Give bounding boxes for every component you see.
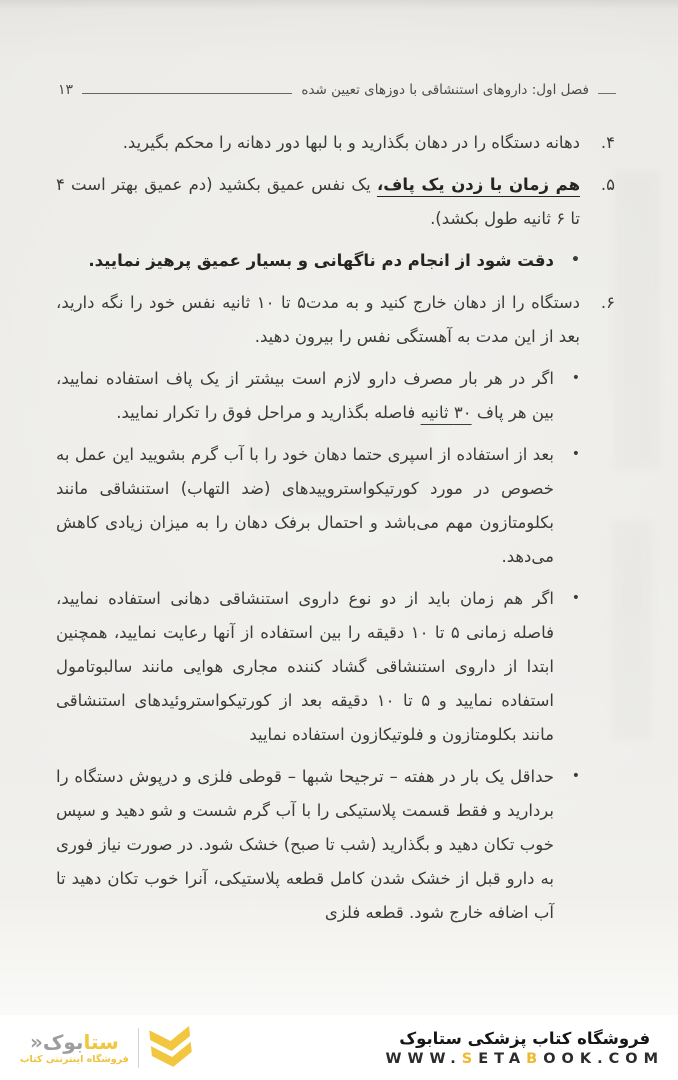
store-name: فروشگاه کتاب پزشکی ستابوک — [399, 1028, 651, 1048]
website-url — [385, 1051, 664, 1067]
bullet-text: اگر هم زمان باید از دو نوع داروی استنشاقی دهانی استفاده نمایید، فاصله زمانی ۵ تا ۱۰ دقیقه را بین استفاده از آنها رعایت نمایید، همچنین ابتدا از داروی استنشاقی گشاد کننده مجاری هوایی مانند سالبوتامول استفاده نمایید و ۵ تا ۱۰ دقیقه بعد از کورتیکواستروئیدهای استنشاقی مانند بکلومتازون و فلوتیکازون استفاده نمایید — [56, 589, 555, 744]
url-segment: OOK.COM — [543, 1050, 664, 1067]
bullet-text: فاصله بگذارید و مراحل فوق را تکرار نمایید. — [116, 403, 416, 422]
logo-tagline: فروشگاه اینترنتی کتاب — [20, 1053, 129, 1065]
wordmark-yellow-part: ستا — [83, 1029, 119, 1054]
url-segment: ETA — [478, 1050, 527, 1067]
chapter-title: فصل اول: داروهای استنشاقی با دوزهای تعیین شده — [301, 82, 589, 98]
header-rule — [82, 93, 292, 94]
bullet-item-weekly-cleaning — [56, 760, 616, 930]
bleed-through-artifact — [612, 520, 652, 740]
setabook-logo — [20, 1024, 194, 1072]
bullet-text: اگر در هر بار مصرف دارو لازم است بیشتر از یک پاف استفاده نمایید، بین هر پاف — [56, 369, 554, 422]
list-item-text: دهانه دستگاه را در دهان بگذارید و با لبها دور دهانه را محکم بگیرید. — [122, 133, 580, 152]
bullet-text: حداقل یک بار در هفته – ترجیحا شبها – قوطی فلزی و درپوش دستگاه را بردارید و فقط قسمت پلاستیکی را با آب گرم شست و شو دهید و سپس خوب تکان دهید و بگذارید (شب تا صبح) خشک شود. در صورت نیاز فوری به دارو قبل از خشک شدن کامل قطعه پلاستیکی، آنرا خوب تکان دهید تا آب اضافه خارج شود. قطعه فلزی — [56, 767, 554, 922]
list-item-lead-emphasis: هم زمان با زدن یک پاف، — [376, 175, 581, 194]
list-item-5 — [56, 168, 616, 236]
store-identity — [385, 1029, 664, 1067]
page-number: ۱۳ — [58, 82, 74, 98]
list-item-text: دستگاه را از دهان خارج کنید و به مدت۵ تا ۱۰ ثانیه نفس خود را نگه دارید، بعد از این مدت به آهستگی نفس را بیرون دهید. — [56, 293, 581, 346]
bullet-dot: • — [571, 252, 580, 268]
page-header — [0, 0, 678, 98]
url-segment-accent: B — [526, 1050, 544, 1067]
bullet-item-two-drugs — [56, 582, 616, 752]
bullet-text: بعد از استفاده از اسپری حتما دهان خود را با آب گرم بشویید این عمل به خصوص در مورد کورتیکواستروییدهای (ضد التهاب) استنشاقی مانند بکلومتازون مهم می‌باشد و احتمال برفک دهان را به میزان زیادی کاهش می‌دهد. — [56, 445, 554, 566]
bullet-dot: • — [571, 446, 580, 462]
bullet-dot: • — [571, 590, 580, 606]
header-rule-stub — [598, 93, 616, 94]
wordmark-gray-part: بوک — [42, 1029, 84, 1054]
bullet-item-caution — [56, 244, 616, 278]
bullet-item-mouth-rinse — [56, 438, 616, 574]
url-segment-accent: S — [461, 1050, 479, 1067]
bullet-item-puff-interval — [56, 362, 616, 430]
bleed-through-artifact — [614, 170, 660, 470]
list-item-number: ۶. — [600, 293, 615, 312]
page-body-text — [0, 98, 678, 930]
logo-divider — [138, 1028, 140, 1068]
url-segment: WWW. — [385, 1050, 462, 1067]
chevron-logo-icon — [148, 1024, 194, 1072]
bullet-dot: • — [571, 768, 580, 784]
list-item-6 — [56, 286, 616, 354]
bullet-dot: • — [571, 370, 580, 386]
bullet-text: دقت شود از انجام دم ناگهانی و بسیار عمیق پرهیز نمایید. — [88, 251, 554, 270]
logo-wordmark — [30, 1031, 119, 1053]
list-item-number: ۵. — [600, 175, 615, 194]
list-item-4 — [56, 126, 616, 160]
logo-wordmark-box — [20, 1031, 129, 1065]
watermark-footer — [0, 1015, 678, 1080]
wordmark-guillemet: « — [29, 1029, 43, 1054]
list-item-text: یک نفس عمیق بکشید (دم عمیق بهتر است ۴ تا ۶ ثانیه طول بکشد). — [56, 175, 580, 228]
list-item-number: ۴. — [600, 133, 615, 152]
bullet-text-underlined: ۳۰ ثانیه — [420, 403, 472, 422]
